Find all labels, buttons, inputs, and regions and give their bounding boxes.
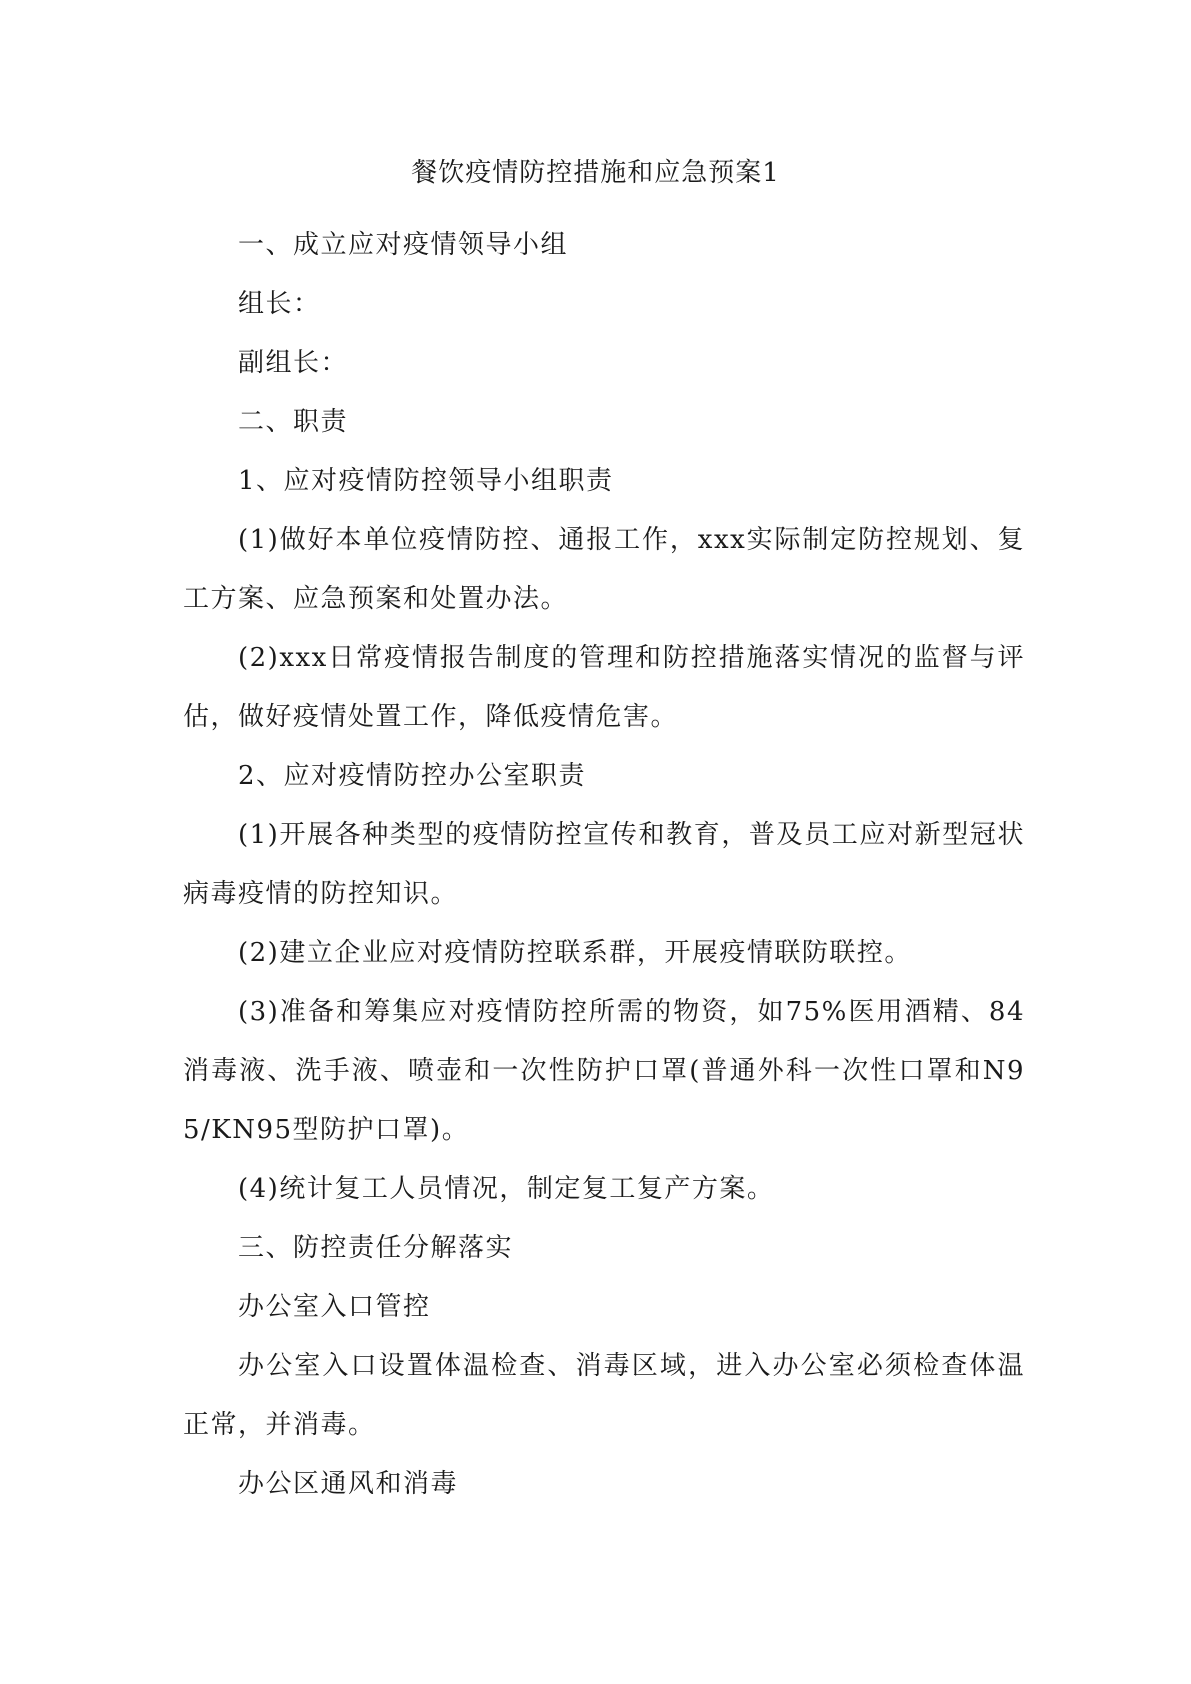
- heading-office-duties: 2、应对疫情防控办公室职责: [238, 761, 587, 791]
- paragraph-deputy-leader: 副组长：: [238, 348, 349, 378]
- paragraph-group-leader: 组长：: [238, 289, 321, 319]
- paragraph-office-entrance: 办公室入口设置体温检查、消毒区域，进入办公室必须检查体温正常，并消毒。: [183, 1351, 1025, 1440]
- paragraph-duty-1-1: (1)做好本单位疫情防控、通报工作，xxx实际制定防控规划、复工方案、应急预案和处置办法。: [183, 525, 1025, 614]
- paragraph-duty-2-3: (3)准备和筹集应对疫情防控所需的物资，如75%医用酒精、84消毒液、洗手液、喷壶和一次性防护口罩(普通外科一次性口罩和N95/KN95型防护口罩)。: [183, 997, 1025, 1145]
- paragraph-duty-2-4: (4)统计复工人员情况，制定复工复产方案。: [238, 1174, 775, 1204]
- heading-section-1: 一、成立应对疫情领导小组: [238, 230, 569, 260]
- heading-leadership-duties: 1、应对疫情防控领导小组职责: [238, 466, 614, 496]
- document-title: 餐饮疫情防控措施和应急预案1: [411, 158, 780, 188]
- paragraph-duty-2-2: (2)建立企业应对疫情防控联系群，开展疫情联防联控。: [238, 938, 912, 968]
- document-body: [183, 216, 1025, 1514]
- heading-section-2: 二、职责: [238, 407, 349, 437]
- heading-office-entrance: 办公室入口管控: [238, 1292, 431, 1322]
- heading-office-ventilation: 办公区通风和消毒: [238, 1469, 459, 1499]
- paragraph-duty-1-2: (2)xxx日常疫情报告制度的管理和防控措施落实情况的监督与评估，做好疫情处置工作，降低疫情危害。: [183, 643, 1025, 732]
- heading-section-3: 三、防控责任分解落实: [238, 1233, 514, 1263]
- paragraph-duty-2-1: (1)开展各种类型的疫情防控宣传和教育，普及员工应对新型冠状病毒疫情的防控知识。: [183, 820, 1025, 909]
